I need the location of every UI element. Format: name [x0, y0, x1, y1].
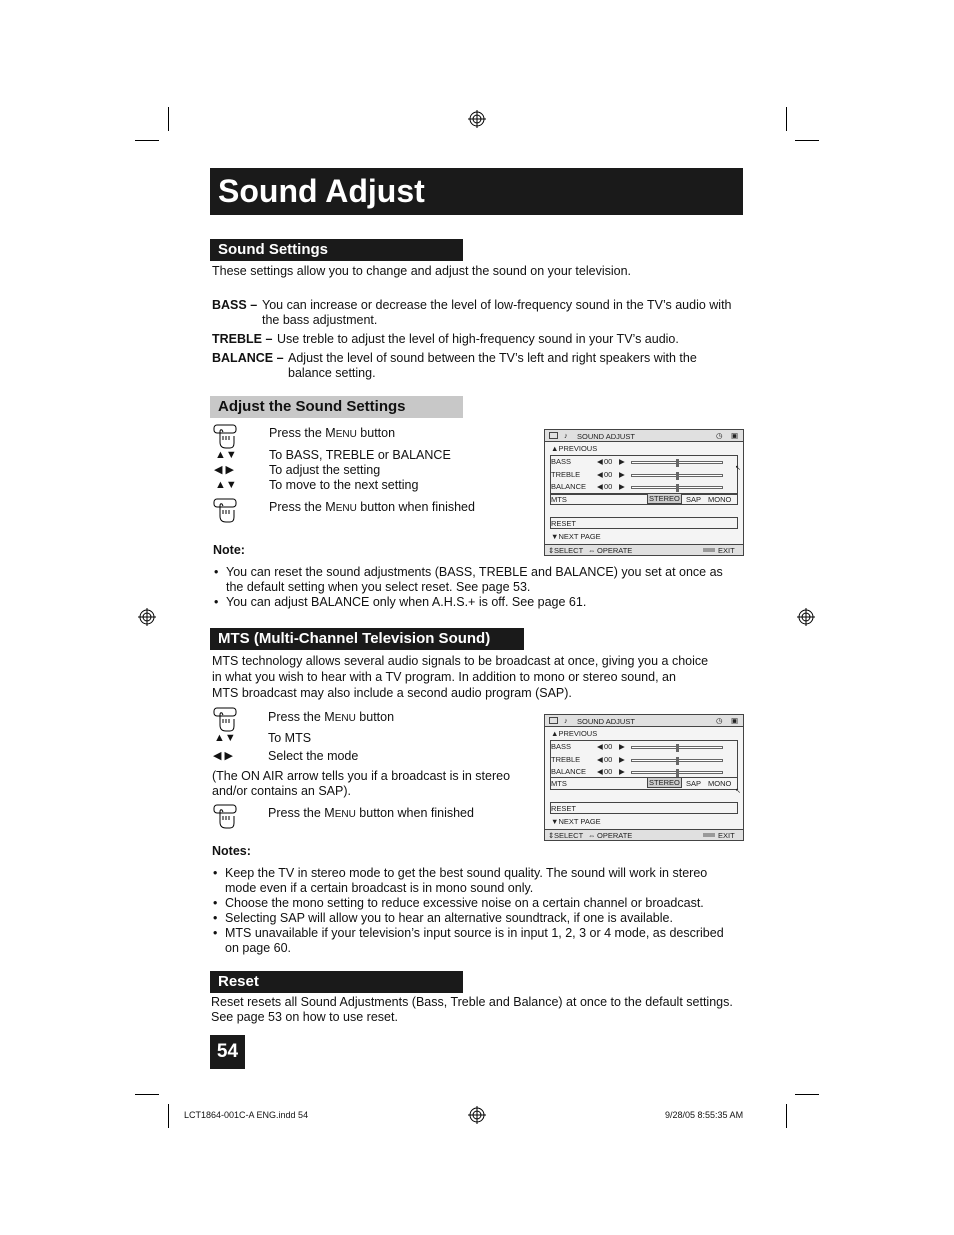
osd-header	[545, 430, 743, 442]
mts-intro-3: MTS broadcast may also include a second audio program (SAP).	[212, 686, 572, 700]
treble-text: Use treble to adjust the level of high-frequency sound in your TV’s audio.	[277, 332, 679, 346]
clock-icon: ◷	[716, 431, 723, 440]
list-item: the default setting when you select reset. See page 53.	[226, 580, 531, 594]
reset-text-2: See page 53 on how to use reset.	[211, 1010, 398, 1024]
osd-bass-row: BASS ◀ 00 ▶	[551, 742, 738, 753]
osd-mono-option: MONO	[708, 779, 732, 788]
crop-mark	[786, 107, 787, 131]
adjust-step-5: Press the MENU button when finished	[269, 500, 475, 514]
hand-press-icon	[213, 707, 237, 733]
notes-heading: Notes:	[212, 844, 251, 858]
mts-step-3: Select the mode	[268, 749, 359, 763]
lock-icon: ▣	[731, 716, 739, 725]
adjust-step-4: To move to the next setting	[269, 478, 419, 492]
lock-icon: ▣	[731, 431, 739, 440]
balance-term: BALANCE –	[212, 351, 284, 365]
crop-mark	[795, 140, 819, 141]
on-air-note-1: (The ON AIR arrow tells you if a broadcast is in stereo	[212, 769, 511, 783]
select-arrows-icon: ⇕	[548, 546, 555, 555]
on-air-note-2: and/or contains an SAP).	[212, 784, 351, 798]
osd-treble-row: TREBLE ◀ 00 ▶	[551, 755, 738, 766]
osd-mts-row: MTS STEREO SAP MONO	[551, 778, 732, 788]
osd-next-page: ▼NEXT PAGE	[551, 817, 601, 826]
osd-footer: ⇕ SELECT ⇔ OPERATE EXIT	[545, 829, 743, 840]
up-down-arrow-icon: ▲▼	[215, 479, 237, 491]
menu-key-icon	[703, 833, 715, 837]
sound-settings-intro: These settings allow you to change and adjust the sound on your television.	[212, 264, 632, 278]
section-heading-adjust: Adjust the Sound Settings	[210, 396, 463, 418]
osd-previous: ▲PREVIOUS	[551, 444, 598, 453]
osd-header	[545, 715, 743, 727]
osd-stereo-option: STEREO	[649, 494, 680, 503]
osd-header-title: SOUND ADJUST	[577, 432, 635, 441]
section-heading-sound-settings: Sound Settings	[210, 239, 463, 261]
bass-text-cont: the bass adjustment.	[262, 313, 378, 327]
balance-text-cont: balance setting.	[288, 366, 376, 380]
osd-mono-option: MONO	[708, 495, 732, 504]
speaker-icon: ♪	[564, 431, 568, 440]
list-item: • Keep the TV in stereo mode to get the best sound quality. The sound will work in stereo	[211, 866, 751, 881]
crop-mark	[135, 140, 159, 141]
osd-treble-row: TREBLE ◀ 00 ▶	[551, 470, 738, 481]
select-arrows-icon: ⇕	[548, 831, 555, 840]
osd-header-title: SOUND ADJUST	[577, 717, 635, 726]
osd-sound-adjust-menu-mts	[544, 714, 744, 841]
footer-date: 9/28/05 8:55:35 AM	[665, 1110, 744, 1120]
up-down-arrow-icon: ▲▼	[215, 449, 237, 461]
page-number: 54	[210, 1035, 245, 1069]
clock-icon: ◷	[716, 716, 723, 725]
osd-reset-row: RESET	[551, 519, 577, 528]
crop-mark	[168, 1104, 169, 1128]
registration-mark-icon	[468, 1106, 486, 1124]
caret-up-icon: ▲	[551, 729, 559, 738]
list-item: • Choose the mono setting to reduce excessive noise on a certain channel or broadcast.	[211, 896, 751, 911]
osd-sap-option: SAP	[686, 495, 702, 504]
mts-step-2: To MTS	[268, 731, 312, 745]
mts-step-1: Press the MENU button	[268, 710, 395, 724]
mts-step-4: Press the MENU button when finished	[268, 806, 474, 820]
list-item: • You can adjust BALANCE only when A.H.S.+ is off. See page 61.	[212, 595, 742, 610]
left-right-arrow-icon: ◀ ▶	[214, 464, 234, 476]
adjust-step-3: To adjust the setting	[269, 463, 381, 477]
osd-sound-adjust-menu	[544, 429, 744, 556]
speaker-icon: ♪	[564, 716, 568, 725]
crop-mark	[135, 1094, 159, 1095]
note-list	[212, 565, 742, 610]
section-heading-reset: Reset	[210, 971, 463, 993]
hand-press-icon	[213, 424, 237, 450]
hand-press-icon	[213, 804, 237, 830]
cursor-arrow-icon: ↖	[735, 465, 741, 472]
up-down-arrow-icon: ▲▼	[214, 732, 236, 744]
osd-sap-option: SAP	[686, 779, 702, 788]
list-item: • You can reset the sound adjustments (BASS, TREBLE and BALANCE) you set at once as	[212, 565, 742, 580]
operate-arrows-icon: ⇔	[588, 831, 596, 840]
menu-icon	[549, 432, 558, 439]
list-item: on page 60.	[225, 941, 292, 955]
osd-mts-row: MTS STEREO SAP MONO	[551, 494, 732, 504]
mts-intro-1: MTS technology allows several audio signals to be broadcast at once, giving you a choice	[212, 654, 709, 668]
osd-stereo-option: STEREO	[649, 778, 680, 787]
page-title: Sound Adjust	[210, 168, 743, 215]
footer-file: LCT1864-001C-A ENG.indd 54	[184, 1110, 309, 1120]
crop-mark	[795, 1094, 819, 1095]
reset-text-1: Reset resets all Sound Adjustments (Bass, Treble and Balance) at once to the default settings.	[211, 995, 733, 1009]
mts-intro-2: in what you wish to hear with a TV program. In addition to mono or stereo sound, an	[212, 670, 676, 684]
mts-notes-list	[211, 866, 751, 956]
osd-balance-row: BALANCE ◀ 00 ▶	[551, 767, 738, 778]
caret-down-icon: ▼	[551, 532, 559, 541]
registration-mark-icon	[797, 608, 815, 626]
crop-mark	[786, 1104, 787, 1128]
bass-term: BASS –	[212, 298, 258, 312]
balance-text: Adjust the level of sound between the TV’s left and right speakers with the	[288, 351, 697, 365]
osd-footer: ⇕ SELECT ⇔ OPERATE EXIT	[545, 544, 743, 555]
registration-mark-icon	[138, 608, 156, 626]
caret-up-icon: ▲	[551, 444, 559, 453]
caret-down-icon: ▼	[551, 817, 559, 826]
registration-mark-icon	[468, 110, 486, 128]
menu-key-icon	[703, 548, 715, 552]
bass-text: You can increase or decrease the level of low-frequency sound in the TV’s audio with	[262, 298, 732, 312]
list-item: mode even if a certain broadcast is in mono sound only.	[225, 881, 534, 895]
adjust-step-2: To BASS, TREBLE or BALANCE	[269, 448, 451, 462]
hand-press-icon	[213, 498, 237, 524]
osd-bass-row: BASS ◀ 00 ▶	[551, 457, 738, 468]
list-item: • MTS unavailable if your television’s input source is in input 1, 2, 3 or 4 mode, as described	[211, 926, 751, 941]
menu-icon	[549, 717, 558, 724]
treble-term: TREBLE –	[212, 332, 273, 346]
osd-previous: ▲PREVIOUS	[551, 729, 598, 738]
adjust-step-1: Press the MENU button	[269, 426, 396, 440]
note-heading: Note:	[213, 543, 245, 557]
cursor-arrow-icon: ↖	[735, 788, 741, 795]
section-heading-mts: MTS (Multi-Channel Television Sound)	[210, 628, 524, 650]
crop-mark	[168, 107, 169, 131]
operate-arrows-icon: ⇔	[588, 546, 596, 555]
list-item: • Selecting SAP will allow you to hear an alternative soundtrack, if one is available.	[211, 911, 751, 926]
left-right-arrow-icon: ◀ ▶	[213, 750, 233, 762]
osd-reset-row: RESET	[551, 804, 577, 813]
osd-next-page: ▼NEXT PAGE	[551, 532, 601, 541]
osd-balance-row: BALANCE ◀ 00 ▶	[551, 482, 738, 493]
